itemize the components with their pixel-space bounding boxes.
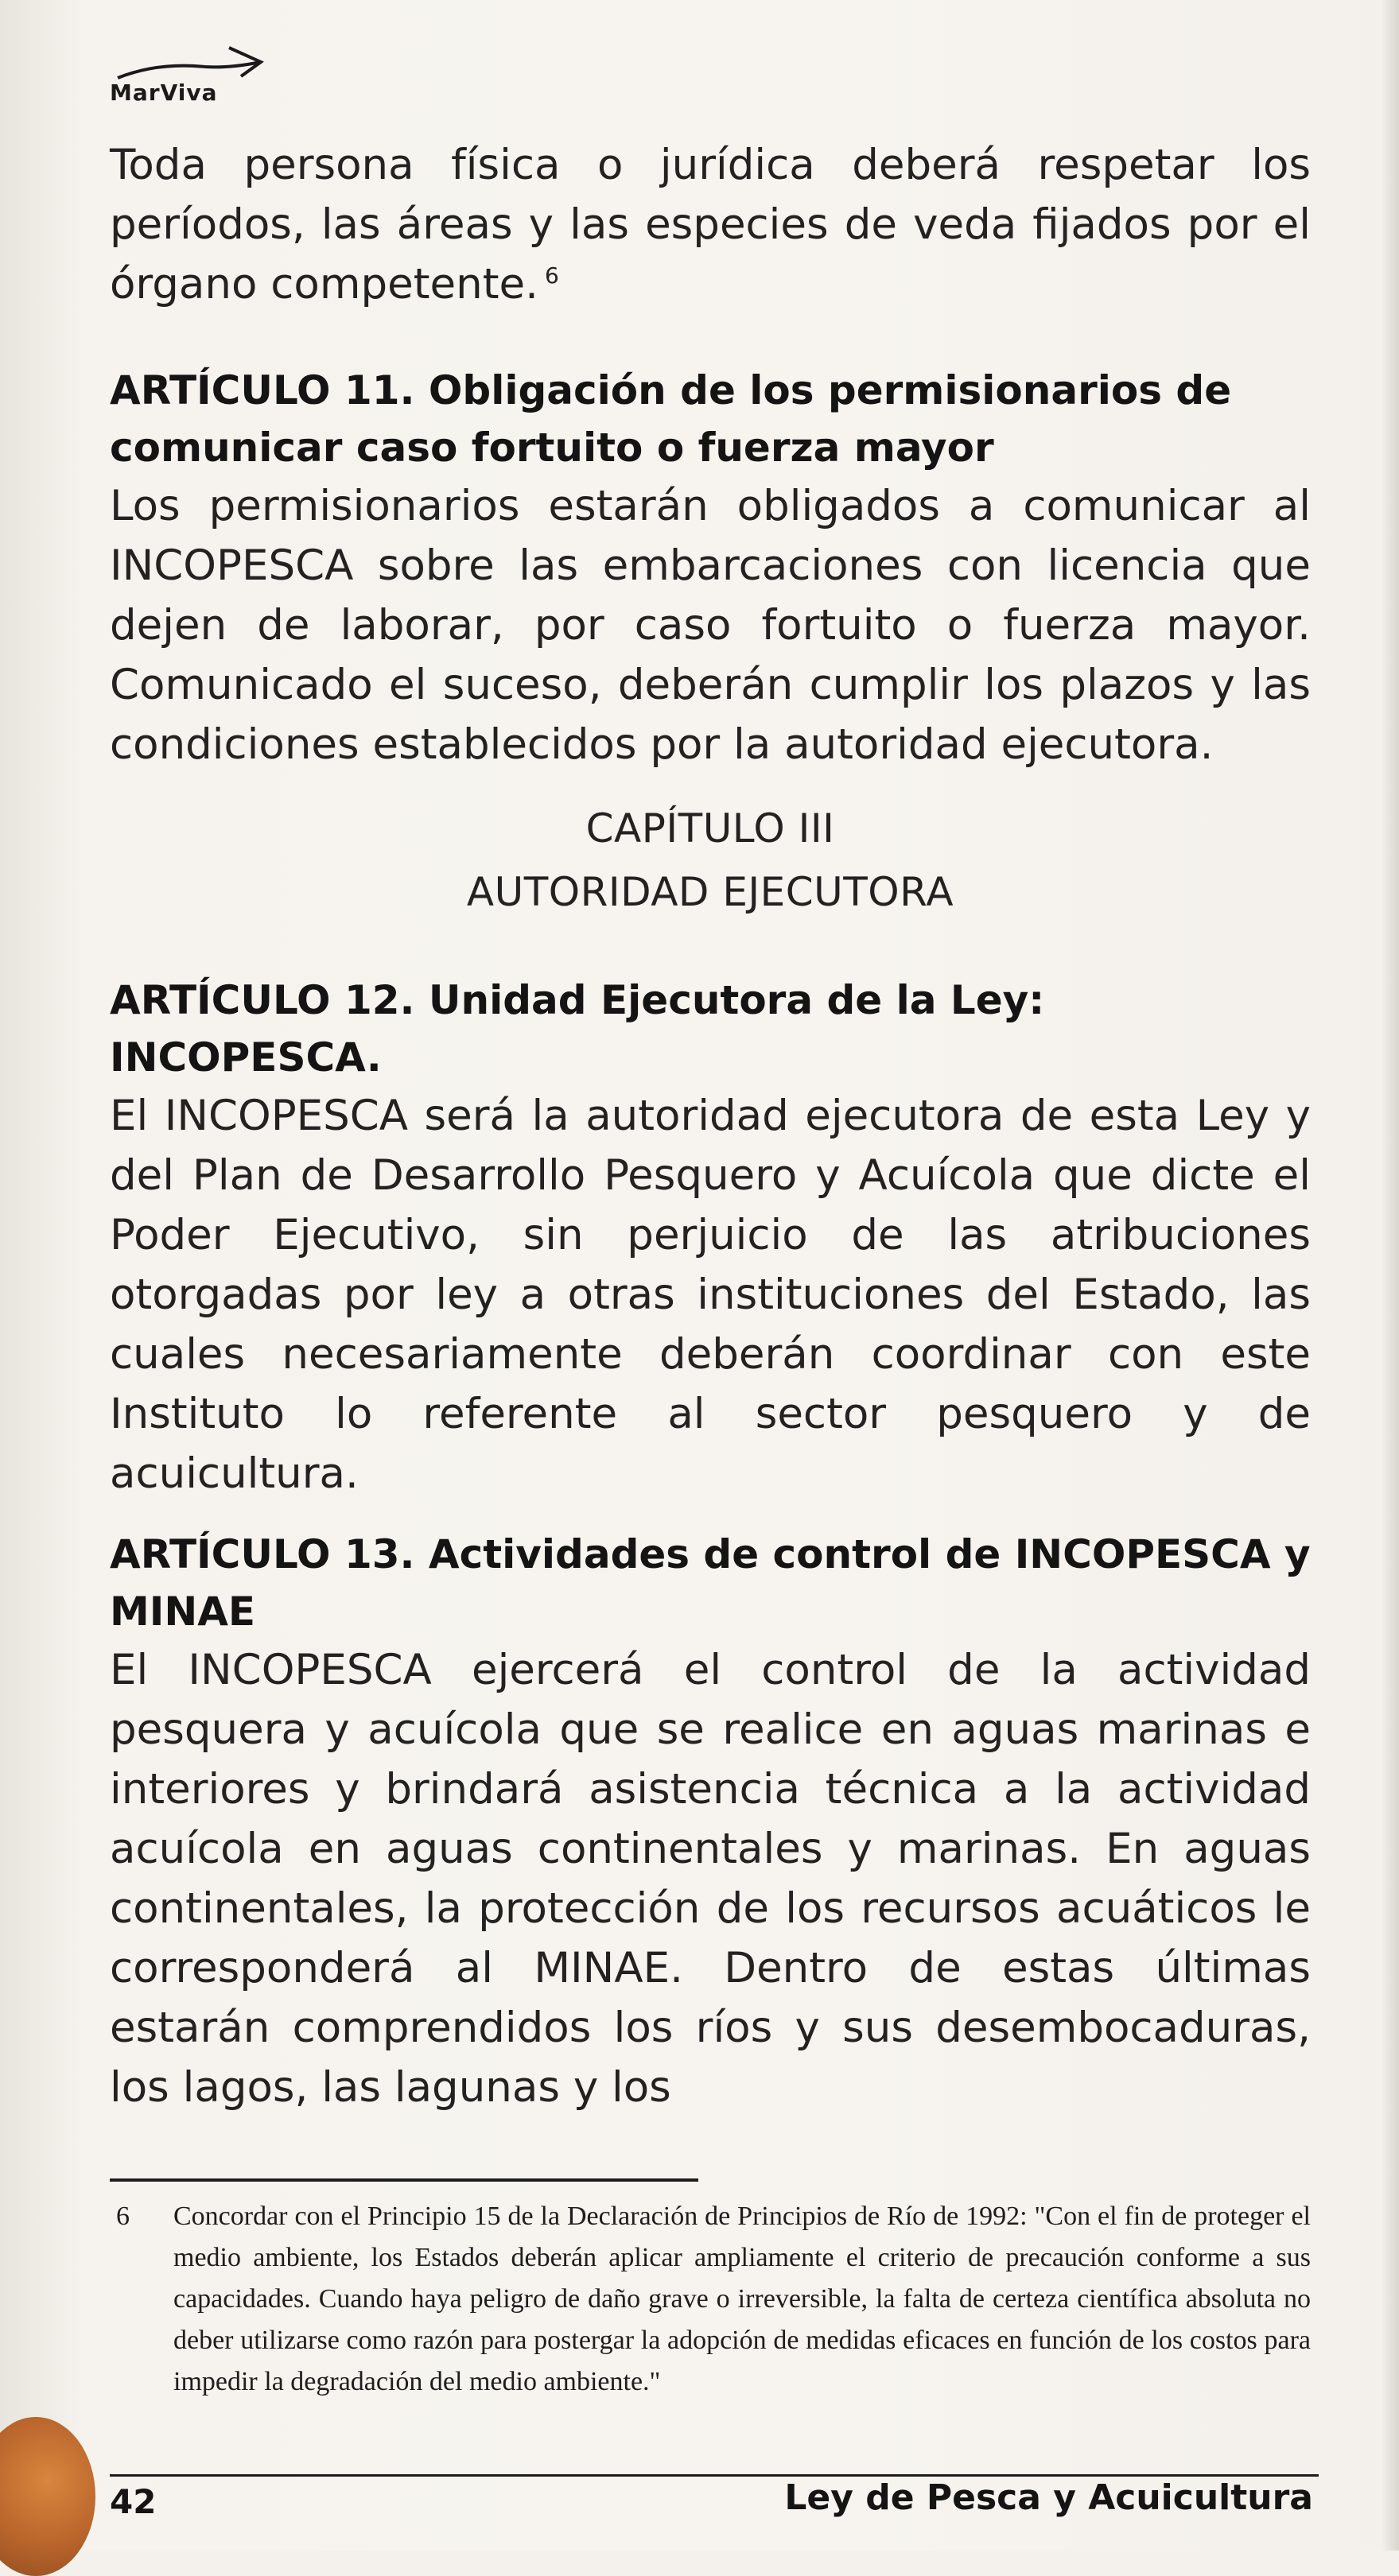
chapter-number: CAPÍTULO III [585, 805, 835, 852]
marviva-logo [110, 38, 285, 110]
article-11-heading: ARTÍCULO 11. Obligación de los permisionarios de comunicar caso fortuito o fuerza mayor [110, 367, 1232, 471]
footnote-text: Concordar con el Principio 15 de la Declaración de Principios de Río de 1992: "Con el fin de proteger el medio ambiente, los Estados deberán aplicar ampliamente el criterio de precaución conforme a sus capacidades. Cuando haya peligro de daño grave o irreversible, la falta de certeza científica absoluta no deber utilizarse como razón para postergar la adopción de medidas eficaces en función de los costos para impedir la degradación del medio ambiente." [173, 2202, 1311, 2396]
intro-paragraph [110, 135, 1311, 314]
wave-logo-icon [110, 38, 285, 86]
page-edge-shadow [1382, 0, 1399, 2551]
article-12-text: El INCOPESCA será la autoridad ejecutora de esta Ley y del Plan de Desarrollo Pesquero y Acuícola que dicte el Poder Ejecutivo, sin perjuicio de las atribuciones otorgadas por ley a otras instituciones del Estado, las cuales necesariamente deberán coordinar con este Instituto lo referente al sector pesquero y de acuicultura. [110, 1092, 1311, 1498]
chapter-title: AUTORIDAD EJECUTORA [466, 869, 954, 915]
running-footer-title: Ley de Pesca y Acuicultura [784, 2477, 1313, 2518]
article-11-text: Los permisionarios estarán obligados a comunicar al INCOPESCA sobre las embarcaciones con licencia que dejen de laborar, por caso fortuito o fuerza mayor. Comunicado el suceso, deberán cumplir los plazos y las condiciones establecidos por la autoridad ejecutora. [110, 482, 1311, 769]
logo-text: MarViva [110, 80, 218, 106]
page-number: 42 [110, 2482, 157, 2521]
footnote-divider [110, 2178, 698, 2182]
thumb-photo-artifact [0, 2417, 95, 2576]
footnote-number: 6 [116, 2202, 130, 2231]
footer-divider [110, 2474, 1319, 2477]
article-13-heading: ARTÍCULO 13. Actividades de control de INCOPESCA y MINAE [110, 1531, 1311, 1635]
footnote-reference: 6 [544, 262, 559, 289]
intro-text: Toda persona física o jurídica deberá respetar los períodos, las áreas y las especies de veda fijados por el órgano competente. [110, 141, 1311, 308]
article-12-heading: ARTÍCULO 12. Unidad Ejecutora de la Ley: INCOPESCA. [110, 977, 1045, 1080]
footnote [110, 2196, 1311, 2403]
article-13-text: El INCOPESCA ejercerá el control de la actividad pesquera y acuícola que se realice en aguas marinas e interiores y brindará asistencia técnica a la actividad acuícola en aguas continentales y marinas. En aguas continentales, la protección de los recursos acuáticos le corresponderá al MINAE. Dentro de estas últimas estarán comprendidos los ríos y sus desembocaduras, los lagos, las lagunas y los [110, 1646, 1311, 2112]
page-content [110, 135, 1311, 2117]
